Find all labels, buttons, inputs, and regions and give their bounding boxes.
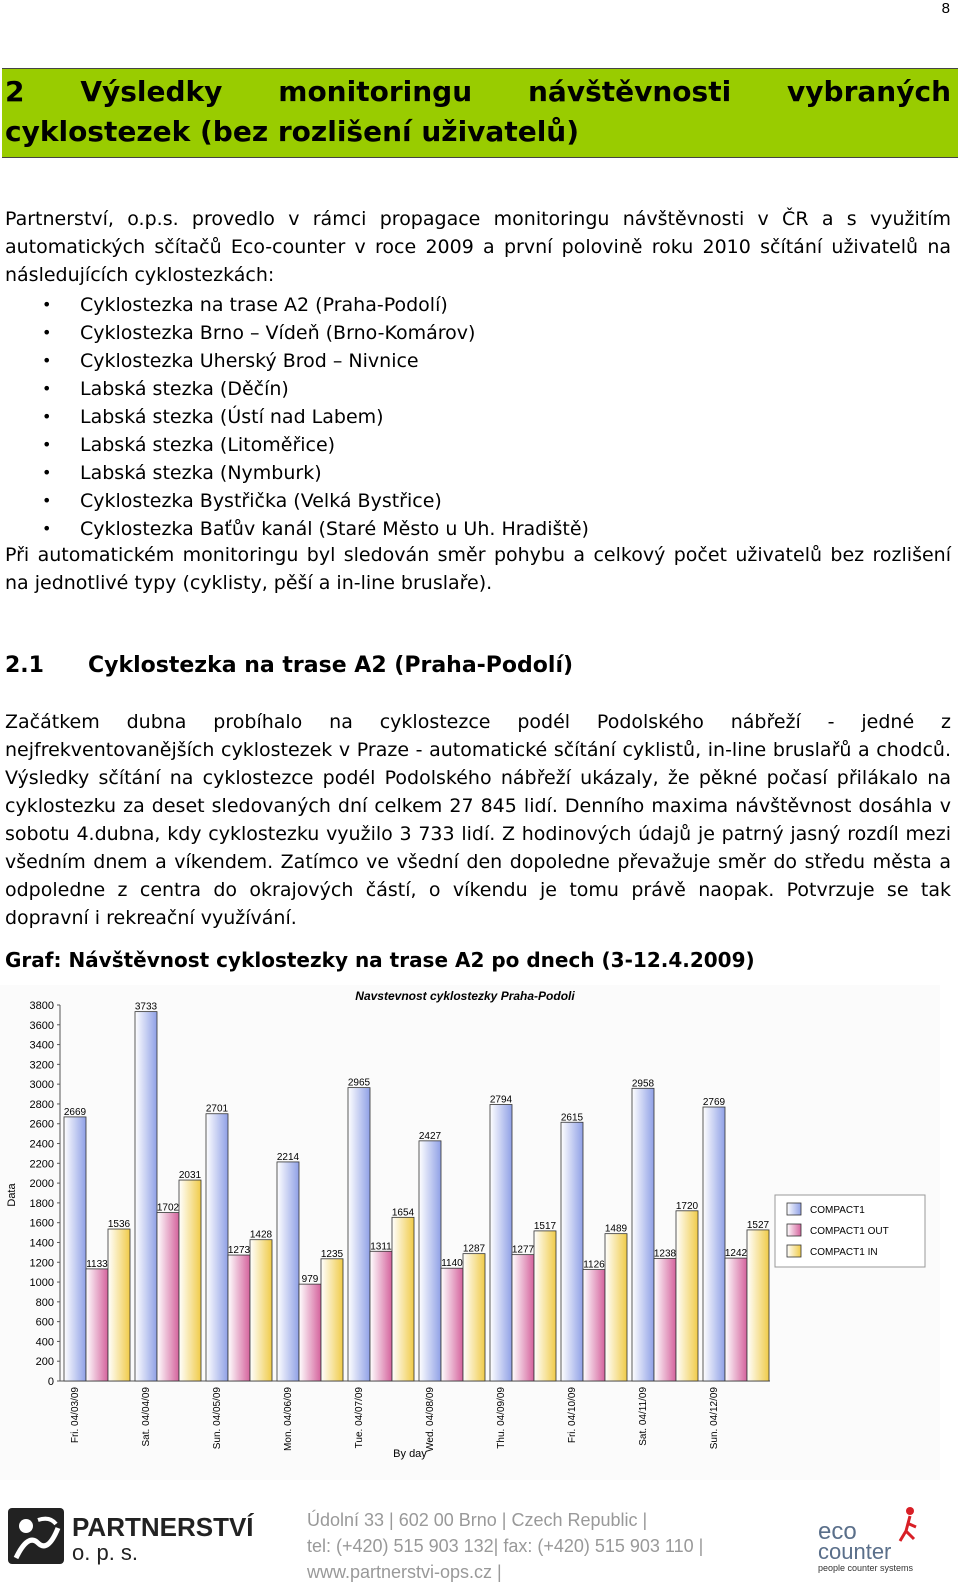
list-item: • Cyklostezka Baťův kanál (Staré Město u Uh. Hradiště) bbox=[0, 515, 589, 543]
bar-compact1 bbox=[135, 1012, 157, 1381]
bar-value-label: 979 bbox=[301, 1274, 319, 1286]
bar-value-label: 2615 bbox=[560, 1112, 584, 1124]
x-tick-label: Sat. 04/04/09 bbox=[141, 1387, 152, 1447]
y-axis-label: Data bbox=[6, 1183, 18, 1207]
eco-counter-logo bbox=[818, 1505, 948, 1577]
x-tick-label: Sat. 04/11/09 bbox=[638, 1387, 649, 1446]
eco-text: eco bbox=[818, 1518, 857, 1545]
logo-text-main: PARTNERSTVÍ bbox=[72, 1512, 254, 1542]
bar-compact1-out bbox=[441, 1268, 463, 1381]
section-paragraph: Začátkem dubna probíhalo na cyklostezce podél Podolského nábřeží - jedné z nejfrekventovanějších cyklostezek v Praze - automatické sčítání cyklistů, in-line bruslařů a chodců. Výsledky sčítání na cyklostezce podél Podolského nábřeží ukázaly, že pěkné počasí přilákalo na cyklostezku za deset sledovaných dní celkem 27 845 lidí. Denního maxima návštěvnost dosáhla v sobotu 4.dubna, kdy cyklostezku využilo 3 733 lidí. Z hodinových údajů je patrný jasný rozdíl mezi všedním dnem a víkendem. Zatímco ve všední den dopoledne převažuje směr do středu města a odpoledne z centra do okrajových částí, o víkendu je tomu právě naopak. Potvrzuje se tak dopravní i rekreační využívání. bbox=[5, 711, 951, 929]
bar-value-label: 2958 bbox=[631, 1078, 655, 1090]
bar-compact1 bbox=[490, 1105, 512, 1381]
legend-swatch bbox=[787, 1245, 801, 1257]
bar-value-label: 1277 bbox=[511, 1244, 535, 1256]
partnerstvi-logo bbox=[8, 1508, 254, 1572]
bar-value-label: 1235 bbox=[320, 1248, 344, 1260]
list-item: • Labská stezka (Děčín) bbox=[0, 375, 589, 403]
tagline-text: people counter systems bbox=[818, 1563, 914, 1573]
bar-value-label: 2427 bbox=[418, 1130, 442, 1142]
bar-value-label: 1140 bbox=[441, 1258, 463, 1270]
bar-compact1-out bbox=[86, 1269, 108, 1381]
y-tick-label: 2600 bbox=[29, 1118, 54, 1131]
y-tick-label: 1000 bbox=[29, 1277, 54, 1290]
x-tick-label: Mon. 04/06/09 bbox=[283, 1387, 294, 1451]
bar-value-label: 2769 bbox=[702, 1097, 726, 1109]
list-item: • Cyklostezka na trase A2 (Praha-Podolí) bbox=[0, 291, 589, 319]
y-tick-label: 2800 bbox=[29, 1098, 54, 1111]
logo-text-sub: o. p. s. bbox=[72, 1540, 139, 1565]
bar-value-label: 2031 bbox=[178, 1170, 202, 1182]
bar-compact1-out bbox=[157, 1213, 179, 1381]
x-tick-label: Sun. 04/05/09 bbox=[212, 1387, 223, 1450]
y-tick-label: 3800 bbox=[29, 1000, 54, 1012]
bar-chart bbox=[0, 985, 940, 1480]
chart-container bbox=[0, 985, 940, 1480]
bar-value-label: 1517 bbox=[533, 1220, 557, 1232]
bar-value-label: 1702 bbox=[156, 1202, 180, 1214]
x-tick-label: Fri. 04/03/09 bbox=[70, 1387, 81, 1444]
bar-value-label: 1126 bbox=[583, 1259, 605, 1271]
counter-text: counter bbox=[818, 1539, 892, 1564]
footer-contact bbox=[307, 1507, 703, 1585]
bar-compact1-in bbox=[747, 1230, 769, 1381]
y-tick-label: 200 bbox=[35, 1356, 54, 1369]
y-tick-label: 800 bbox=[35, 1296, 54, 1309]
bar-compact1-in bbox=[676, 1211, 698, 1381]
bar-value-label: 3733 bbox=[134, 1001, 158, 1013]
bar-compact1-in bbox=[108, 1229, 130, 1381]
bar-compact1-in bbox=[179, 1180, 201, 1381]
y-tick-label: 600 bbox=[35, 1316, 54, 1329]
bar-value-label: 1720 bbox=[675, 1200, 699, 1212]
y-tick-label: 3000 bbox=[29, 1079, 54, 1092]
x-tick-label: Tue. 04/07/09 bbox=[354, 1387, 365, 1449]
bar-compact1 bbox=[64, 1117, 86, 1381]
chart-title: Navstevnost cyklostezky Praha-Podoli bbox=[355, 989, 575, 1003]
bar-compact1 bbox=[632, 1088, 654, 1381]
section-title: Cyklostezka na trase A2 (Praha-Podolí) bbox=[88, 653, 574, 678]
list-item: • Cyklostezka Bystřička (Velká Bystřice) bbox=[0, 487, 589, 515]
intro-paragraph: Partnerství, o.p.s. provedlo v rámci propagace monitoringu návštěvnosti v ČR a s využitím automatických sčítačů Eco-counter v roce 2009 a první polovině roku 2010 sčítání uživatelů na následujících cyklostezkách: bbox=[5, 208, 951, 286]
y-tick-label: 3400 bbox=[29, 1039, 54, 1052]
y-tick-label: 2000 bbox=[29, 1178, 54, 1191]
bar-compact1-in bbox=[463, 1254, 485, 1381]
partnerstvi-logo-icon bbox=[8, 1508, 254, 1568]
x-tick-label: Wed. 04/08/09 bbox=[425, 1387, 436, 1452]
bar-compact1-out bbox=[299, 1284, 321, 1381]
list-item: • Labská stezka (Litoměřice) bbox=[0, 431, 589, 459]
bar-compact1-in bbox=[321, 1259, 343, 1381]
section-number: 2.1 bbox=[5, 653, 44, 678]
page-heading: 2 Výsledky monitoringu návštěvnosti vybraných cyklostezek (bez rozlišení uživatelů) bbox=[5, 75, 951, 148]
footer-web-link[interactable]: www.partnerstvi-ops.cz | bbox=[307, 1562, 502, 1582]
bar-value-label: 2214 bbox=[276, 1151, 300, 1163]
bar-value-label: 1311 bbox=[370, 1241, 392, 1253]
x-tick-label: Fri. 04/10/09 bbox=[567, 1387, 578, 1444]
bar-compact1 bbox=[703, 1107, 725, 1381]
x-axis-label: By day bbox=[393, 1448, 427, 1460]
bar-value-label: 1242 bbox=[724, 1248, 748, 1260]
footer-address: Údolní 33 | 602 00 Brno | Czech Republic | bbox=[307, 1510, 648, 1530]
bar-value-label: 2669 bbox=[63, 1106, 87, 1118]
eco-counter-logo-icon bbox=[818, 1505, 948, 1573]
y-tick-label: 1400 bbox=[29, 1237, 54, 1250]
bar-compact1 bbox=[561, 1122, 583, 1381]
legend-swatch bbox=[787, 1224, 801, 1236]
bar-value-label: 1654 bbox=[391, 1207, 415, 1219]
legend-label: COMPACT1 OUT bbox=[810, 1226, 889, 1237]
bar-value-label: 2965 bbox=[347, 1077, 371, 1089]
legend-label: COMPACT1 IN bbox=[810, 1247, 878, 1258]
bar-compact1 bbox=[348, 1088, 370, 1381]
list-item: • Labská stezka (Ústí nad Labem) bbox=[0, 403, 589, 431]
y-tick-label: 1600 bbox=[29, 1217, 54, 1230]
bar-compact1-out bbox=[583, 1270, 605, 1381]
bar-compact1-in bbox=[534, 1231, 556, 1381]
legend-swatch bbox=[787, 1203, 801, 1215]
list-item: • Labská stezka (Nymburk) bbox=[0, 459, 589, 487]
bar-compact1 bbox=[206, 1114, 228, 1381]
bar-compact1 bbox=[277, 1162, 299, 1381]
bar-compact1-out bbox=[725, 1258, 747, 1381]
y-tick-label: 1800 bbox=[29, 1197, 54, 1210]
list-item: • Cyklostezka Uherský Brod – Nivnice bbox=[0, 347, 589, 375]
monitoring-note: Při automatickém monitoringu byl sledován směr pohybu a celkový počet uživatelů bez rozlišení na jednotlivé typy (cyklisty, pěší a in-line bruslaře). bbox=[5, 544, 951, 594]
footer-phone: tel: (+420) 515 903 132| fax: (+420) 515 903 110 | bbox=[307, 1536, 704, 1556]
y-tick-label: 1200 bbox=[29, 1257, 54, 1270]
graph-caption: Graf: Návštěvnost cyklostezky na trase A2 po dnech (3-12.4.2009) bbox=[5, 948, 755, 972]
bar-value-label: 2701 bbox=[205, 1103, 229, 1115]
page-number: 8 bbox=[941, 0, 950, 17]
bar-compact1-out bbox=[228, 1255, 250, 1381]
bar-value-label: 1287 bbox=[462, 1243, 486, 1255]
bar-compact1-in bbox=[250, 1240, 272, 1381]
bar-compact1 bbox=[419, 1141, 441, 1381]
bar-compact1-out bbox=[512, 1255, 534, 1381]
bar-value-label: 1133 bbox=[86, 1258, 108, 1270]
bar-value-label: 1428 bbox=[249, 1229, 273, 1241]
bar-value-label: 1238 bbox=[653, 1248, 677, 1260]
legend-label: COMPACT1 bbox=[810, 1205, 865, 1216]
bar-compact1-out bbox=[370, 1251, 392, 1381]
section-heading bbox=[5, 651, 573, 681]
bar-value-label: 1489 bbox=[604, 1223, 628, 1235]
x-tick-label: Thu. 04/09/09 bbox=[496, 1387, 507, 1449]
bar-compact1-in bbox=[392, 1217, 414, 1381]
bar-value-label: 1273 bbox=[227, 1245, 251, 1257]
bar-value-label: 2794 bbox=[489, 1094, 513, 1106]
y-tick-label: 3200 bbox=[29, 1059, 54, 1072]
y-tick-label: 0 bbox=[47, 1376, 54, 1388]
list-item: • Cyklostezka Brno – Vídeň (Brno-Komárov) bbox=[0, 319, 589, 347]
y-tick-label: 2200 bbox=[29, 1158, 54, 1171]
y-tick-label: 3600 bbox=[29, 1019, 54, 1032]
y-tick-label: 2400 bbox=[29, 1138, 54, 1151]
y-tick-label: 400 bbox=[35, 1336, 54, 1349]
x-tick-label: Sun. 04/12/09 bbox=[709, 1387, 720, 1450]
bar-value-label: 1536 bbox=[107, 1219, 131, 1231]
bar-value-label: 1527 bbox=[746, 1219, 770, 1231]
trail-list bbox=[0, 291, 589, 543]
bar-compact1-out bbox=[654, 1259, 676, 1381]
bar-compact1-in bbox=[605, 1234, 627, 1381]
